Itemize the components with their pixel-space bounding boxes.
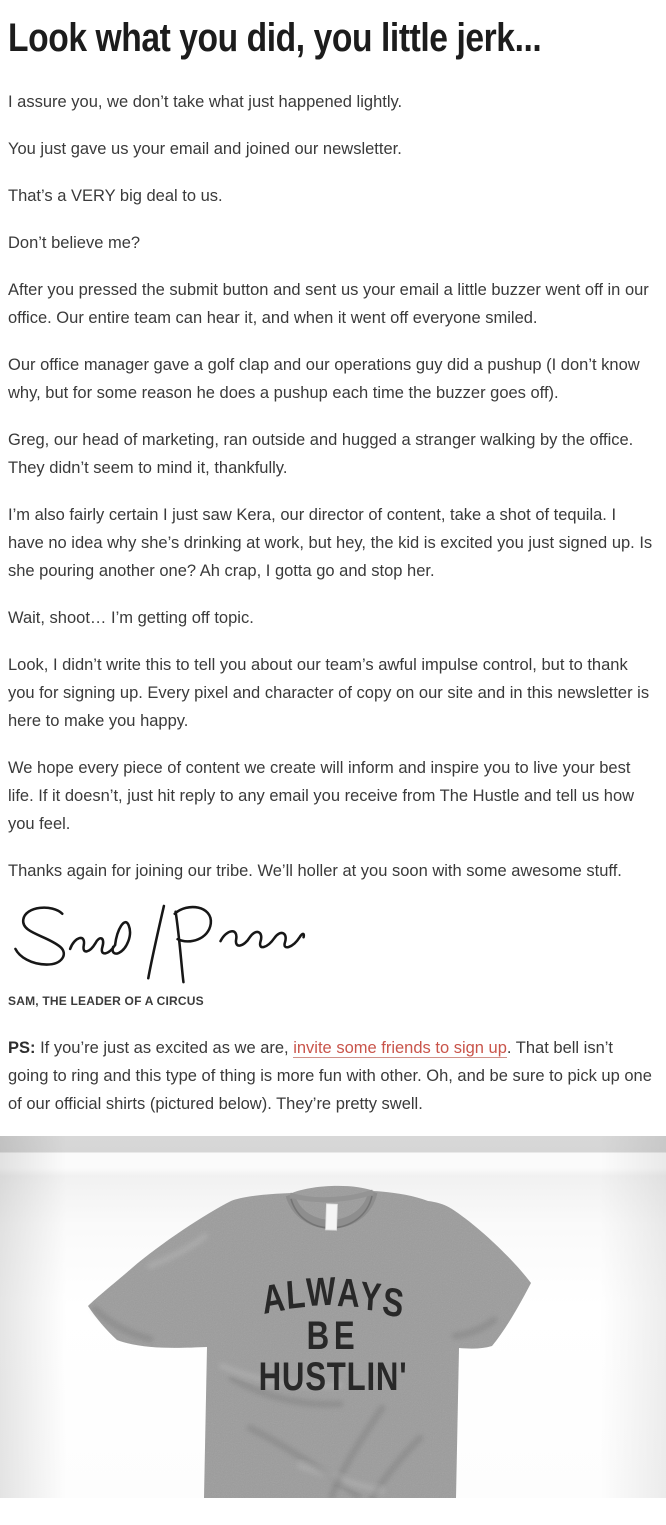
paragraph: After you pressed the submit button and sent us your email a little buzzer went off in our office. Our entire team can hear it, and when it went off everyone smiled. — [8, 281, 649, 327]
paragraph: Don’t believe me? — [8, 234, 141, 252]
shirt-text-line1: ALWAYS — [259, 1269, 406, 1327]
paragraph: We hope every piece of content we create will inform and inspire you to live your best life. If it doesn’t, just hit reply to any email you receive from The Hustle and tell us how you feel. — [8, 759, 635, 833]
signature-scribble — [8, 904, 312, 988]
tshirt-photo[interactable] — [0, 1136, 666, 1498]
paragraph: That’s a VERY big deal to us. — [8, 187, 223, 205]
paragraph: I’m also fairly certain I just saw Kera, our director of content, take a shot of tequila. I have no idea why she’s drinking at work, but hey, the kid is excited you just signed up. Is she pouring another one? Ah crap, I gotta go and stop her. — [8, 506, 653, 580]
shirt-text-line2: BE — [306, 1313, 360, 1358]
invite-friends-link[interactable]: invite some friends to sign up — [293, 1039, 507, 1057]
ps-paragraph — [8, 1034, 656, 1118]
ps-prefix: PS: — [8, 1039, 36, 1057]
paragraph: Our office manager gave a golf clap and our operations guy did a pushup (I don’t know why, but for some reason he does a pushup each time the buzzer goes off). — [8, 356, 640, 402]
paragraph: Thanks again for joining our tribe. We’ll holler at you soon with some awesome stuff. — [8, 862, 622, 880]
ps-text-after: . That bell isn’t going to ring and this type of thing is more fun with other. Oh, and be sure to pick up one of our official shirts (pictured below). They’re pretty swell. — [8, 1039, 652, 1113]
paragraph: I assure you, we don’t take what just happened lightly. — [8, 93, 403, 111]
collar-tag — [326, 1204, 338, 1230]
paragraph: Look, I didn’t write this to tell you about our team’s awful impulse control, but to thank you for signing up. Every pixel and character of copy on our site and in this newsletter is here to make you happy. — [8, 656, 650, 730]
shirt-text-line3: HUSTLIN' — [258, 1354, 408, 1399]
signature-caption: SAM, THE LEADER OF A CIRCUS — [8, 994, 204, 1008]
tshirt-graphic — [0, 1136, 666, 1498]
paragraph: Wait, shoot… I’m getting off topic. — [8, 609, 254, 627]
ps-text-before: If you’re just as excited as we are, — [35, 1039, 294, 1057]
paragraph: Greg, our head of marketing, ran outside and hugged a stranger walking by the office. They didn’t seem to mind it, thankfully. — [8, 431, 634, 477]
page-title: Look what you did, you little jerk... — [8, 16, 542, 60]
paragraph: You just gave us your email and joined our newsletter. — [8, 140, 402, 158]
signature-image — [8, 904, 656, 988]
